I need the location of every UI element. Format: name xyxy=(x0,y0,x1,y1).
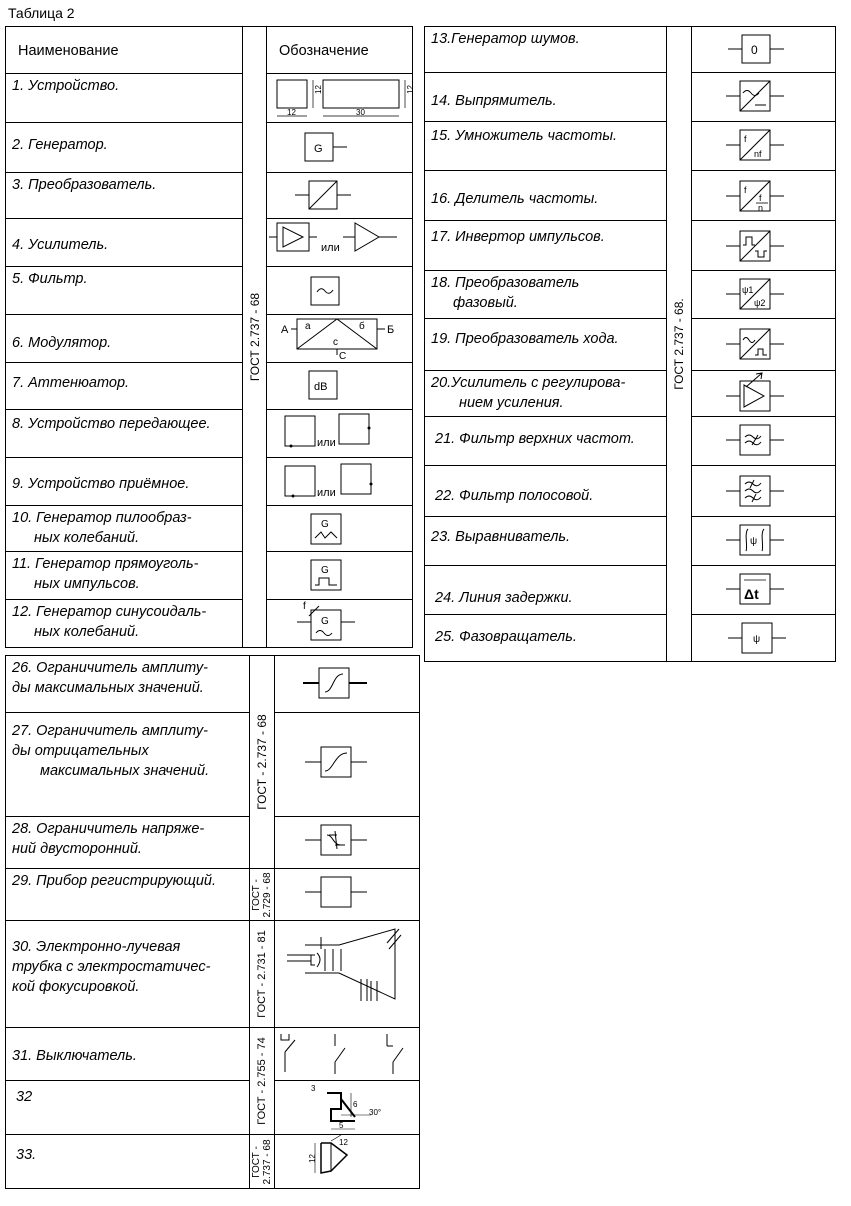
svg-text:ψ: ψ xyxy=(753,634,761,645)
svg-text:G: G xyxy=(314,143,323,155)
symbol-filter xyxy=(267,267,413,315)
gost-left: ГОСТ 2.737 - 68 xyxy=(243,27,267,648)
right-table xyxy=(424,26,836,662)
svg-text:Б: Б xyxy=(387,324,395,336)
symbol-converter xyxy=(267,173,413,219)
svg-text:0: 0 xyxy=(751,43,758,57)
svg-text:А: А xyxy=(281,324,289,336)
symbol-attenuator xyxy=(267,363,413,410)
svg-text:G: G xyxy=(321,616,329,627)
item-3: 3. Преобразователь. xyxy=(6,173,243,219)
header-name: Наименование xyxy=(6,27,243,74)
gost-bottom-b: ГОСТ - 2.729 - 68 xyxy=(250,869,275,921)
item-20: 20.Усилитель с регулирова- нием усиления. xyxy=(425,371,667,417)
symbol-modulator xyxy=(267,315,413,363)
svg-text:G: G xyxy=(321,519,329,530)
gost-bottom-d: ГОСТ - 2.755 - 74 xyxy=(250,1028,275,1135)
svg-text:5: 5 xyxy=(339,1121,344,1130)
svg-text:или: или xyxy=(321,242,340,254)
svg-text:с: с xyxy=(333,337,338,348)
symbol-delay-line xyxy=(692,566,836,615)
symbol-rectifier xyxy=(692,73,836,122)
item-4: 4. Усилитель. xyxy=(6,219,243,267)
symbol-amplifier xyxy=(267,219,413,267)
symbol-phase-shifter xyxy=(692,615,836,662)
item-29: 29. Прибор регистрирующий. xyxy=(6,869,250,921)
item-2: 2. Генератор. xyxy=(6,123,243,173)
symbol-switch xyxy=(275,1028,420,1081)
svg-text:nf: nf xyxy=(754,149,762,159)
item-26: 26. Ограничитель амплиту- ды максимальных значений. xyxy=(6,656,250,713)
item-16: 16. Делитель частоты. xyxy=(425,171,667,221)
svg-text:G: G xyxy=(321,565,329,576)
svg-text:ψ1: ψ1 xyxy=(742,285,754,295)
symbol-pulse-inverter xyxy=(692,221,836,271)
item-15: 15. Умножитель частоты. xyxy=(425,122,667,171)
item-8: 8. Устройство передающее. xyxy=(6,410,243,458)
symbol-sine-generator xyxy=(267,600,413,648)
symbol-device xyxy=(267,74,413,123)
symbol-equalizer xyxy=(692,517,836,566)
item-21: 21. Фильтр верхних частот. xyxy=(425,417,667,466)
gost-right: ГОСТ 2.737 - 68. xyxy=(667,27,692,662)
svg-text:С: С xyxy=(339,351,347,362)
symbol-max-limiter xyxy=(275,656,420,713)
svg-text:12: 12 xyxy=(287,108,296,117)
item-32: 32 xyxy=(6,1081,250,1135)
item-25: 25. Фазовращатель. xyxy=(425,615,667,662)
svg-text:ψ2: ψ2 xyxy=(754,298,766,308)
symbol-item-33 xyxy=(275,1135,420,1189)
svg-text:n: n xyxy=(758,203,764,213)
symbol-transmitter xyxy=(267,410,413,458)
symbol-neg-limiter xyxy=(275,713,420,817)
symbol-contact-dims xyxy=(275,1081,420,1135)
svg-text:30: 30 xyxy=(356,108,365,117)
item-28: 28. Ограничитель напряже- ний двусторонний. xyxy=(6,817,250,869)
svg-text:dB: dB xyxy=(314,381,328,393)
svg-text:f: f xyxy=(744,185,747,195)
symbol-highpass-filter xyxy=(692,417,836,466)
svg-text:или: или xyxy=(317,487,336,499)
svg-text:f: f xyxy=(759,193,762,203)
item-31: 31. Выключатель. xyxy=(6,1028,250,1081)
svg-text:f: f xyxy=(744,134,747,144)
item-13: 13.Генератор шумов. xyxy=(425,27,667,73)
symbol-bandpass-filter xyxy=(692,466,836,517)
svg-text:3: 3 xyxy=(311,1084,316,1093)
item-1: 1. Устройство. xyxy=(6,74,243,123)
symbol-stroke-converter xyxy=(692,319,836,371)
svg-text:6: 6 xyxy=(353,1100,358,1109)
item-14: 14. Выпрямитель. xyxy=(425,73,667,122)
symbol-generator xyxy=(267,123,413,173)
symbol-receiver xyxy=(267,458,413,506)
gost-bottom-e: ГОСТ - 2.737 - 68 xyxy=(250,1135,275,1189)
item-5: 5. Фильтр. xyxy=(6,267,243,315)
svg-text:Δt: Δt xyxy=(744,586,759,602)
item-24: 24. Линия задержки. xyxy=(425,566,667,615)
item-6: 6. Модулятор. xyxy=(6,315,243,363)
svg-text:б: б xyxy=(359,321,365,332)
item-23: 23. Выравниватель. xyxy=(425,517,667,566)
item-12: 12. Генератор синусоидаль- ных колебаний. xyxy=(6,600,243,648)
symbol-double-limiter xyxy=(275,817,420,869)
svg-text:или: или xyxy=(317,437,336,449)
svg-text:12: 12 xyxy=(308,1154,317,1163)
svg-text:12: 12 xyxy=(339,1138,348,1147)
symbol-noise-generator xyxy=(692,27,836,73)
item-18: 18. Преобразователь фазовый. xyxy=(425,271,667,319)
item-7: 7. Аттенюатор. xyxy=(6,363,243,410)
item-33: 33. xyxy=(6,1135,250,1189)
item-27: 27. Ограничитель амплиту- ды отрицательных максимальных значений. xyxy=(6,713,250,817)
table-caption: Таблица 2 xyxy=(8,5,75,21)
svg-text:f: f xyxy=(303,601,306,612)
gost-bottom-c: ГОСТ - 2.731 - 81 xyxy=(250,921,275,1028)
svg-text:а: а xyxy=(305,321,311,332)
symbol-frequency-divider xyxy=(692,171,836,221)
item-30: 30. Электронно-лучевая трубка с электростатичес- кой фокусировкой. xyxy=(6,921,250,1028)
item-11: 11. Генератор прямоуголь- ных импульсов. xyxy=(6,552,243,600)
symbol-frequency-multiplier xyxy=(692,122,836,171)
item-19: 19. Преобразователь хода. xyxy=(425,319,667,371)
header-symbol: Обозначение xyxy=(267,27,413,74)
svg-text:ψ: ψ xyxy=(750,536,758,547)
symbol-variable-amplifier xyxy=(692,371,836,417)
gost-bottom-a: ГОСТ - 2.737 - 68 xyxy=(250,656,275,869)
item-10: 10. Генератор пилообраз- ных колебаний. xyxy=(6,506,243,552)
left-table xyxy=(5,26,413,648)
item-9: 9. Устройство приёмное. xyxy=(6,458,243,506)
symbol-crt xyxy=(275,921,420,1028)
svg-text:12: 12 xyxy=(314,85,323,94)
symbol-sawtooth-generator xyxy=(267,506,413,552)
item-17: 17. Инвертор импульсов. xyxy=(425,221,667,271)
bottom-table xyxy=(5,655,420,1189)
svg-text:12: 12 xyxy=(406,85,415,94)
symbol-pulse-generator xyxy=(267,552,413,600)
symbol-phase-converter xyxy=(692,271,836,319)
symbol-recorder xyxy=(275,869,420,921)
svg-text:30°: 30° xyxy=(369,1108,382,1117)
item-22: 22. Фильтр полосовой. xyxy=(425,466,667,517)
